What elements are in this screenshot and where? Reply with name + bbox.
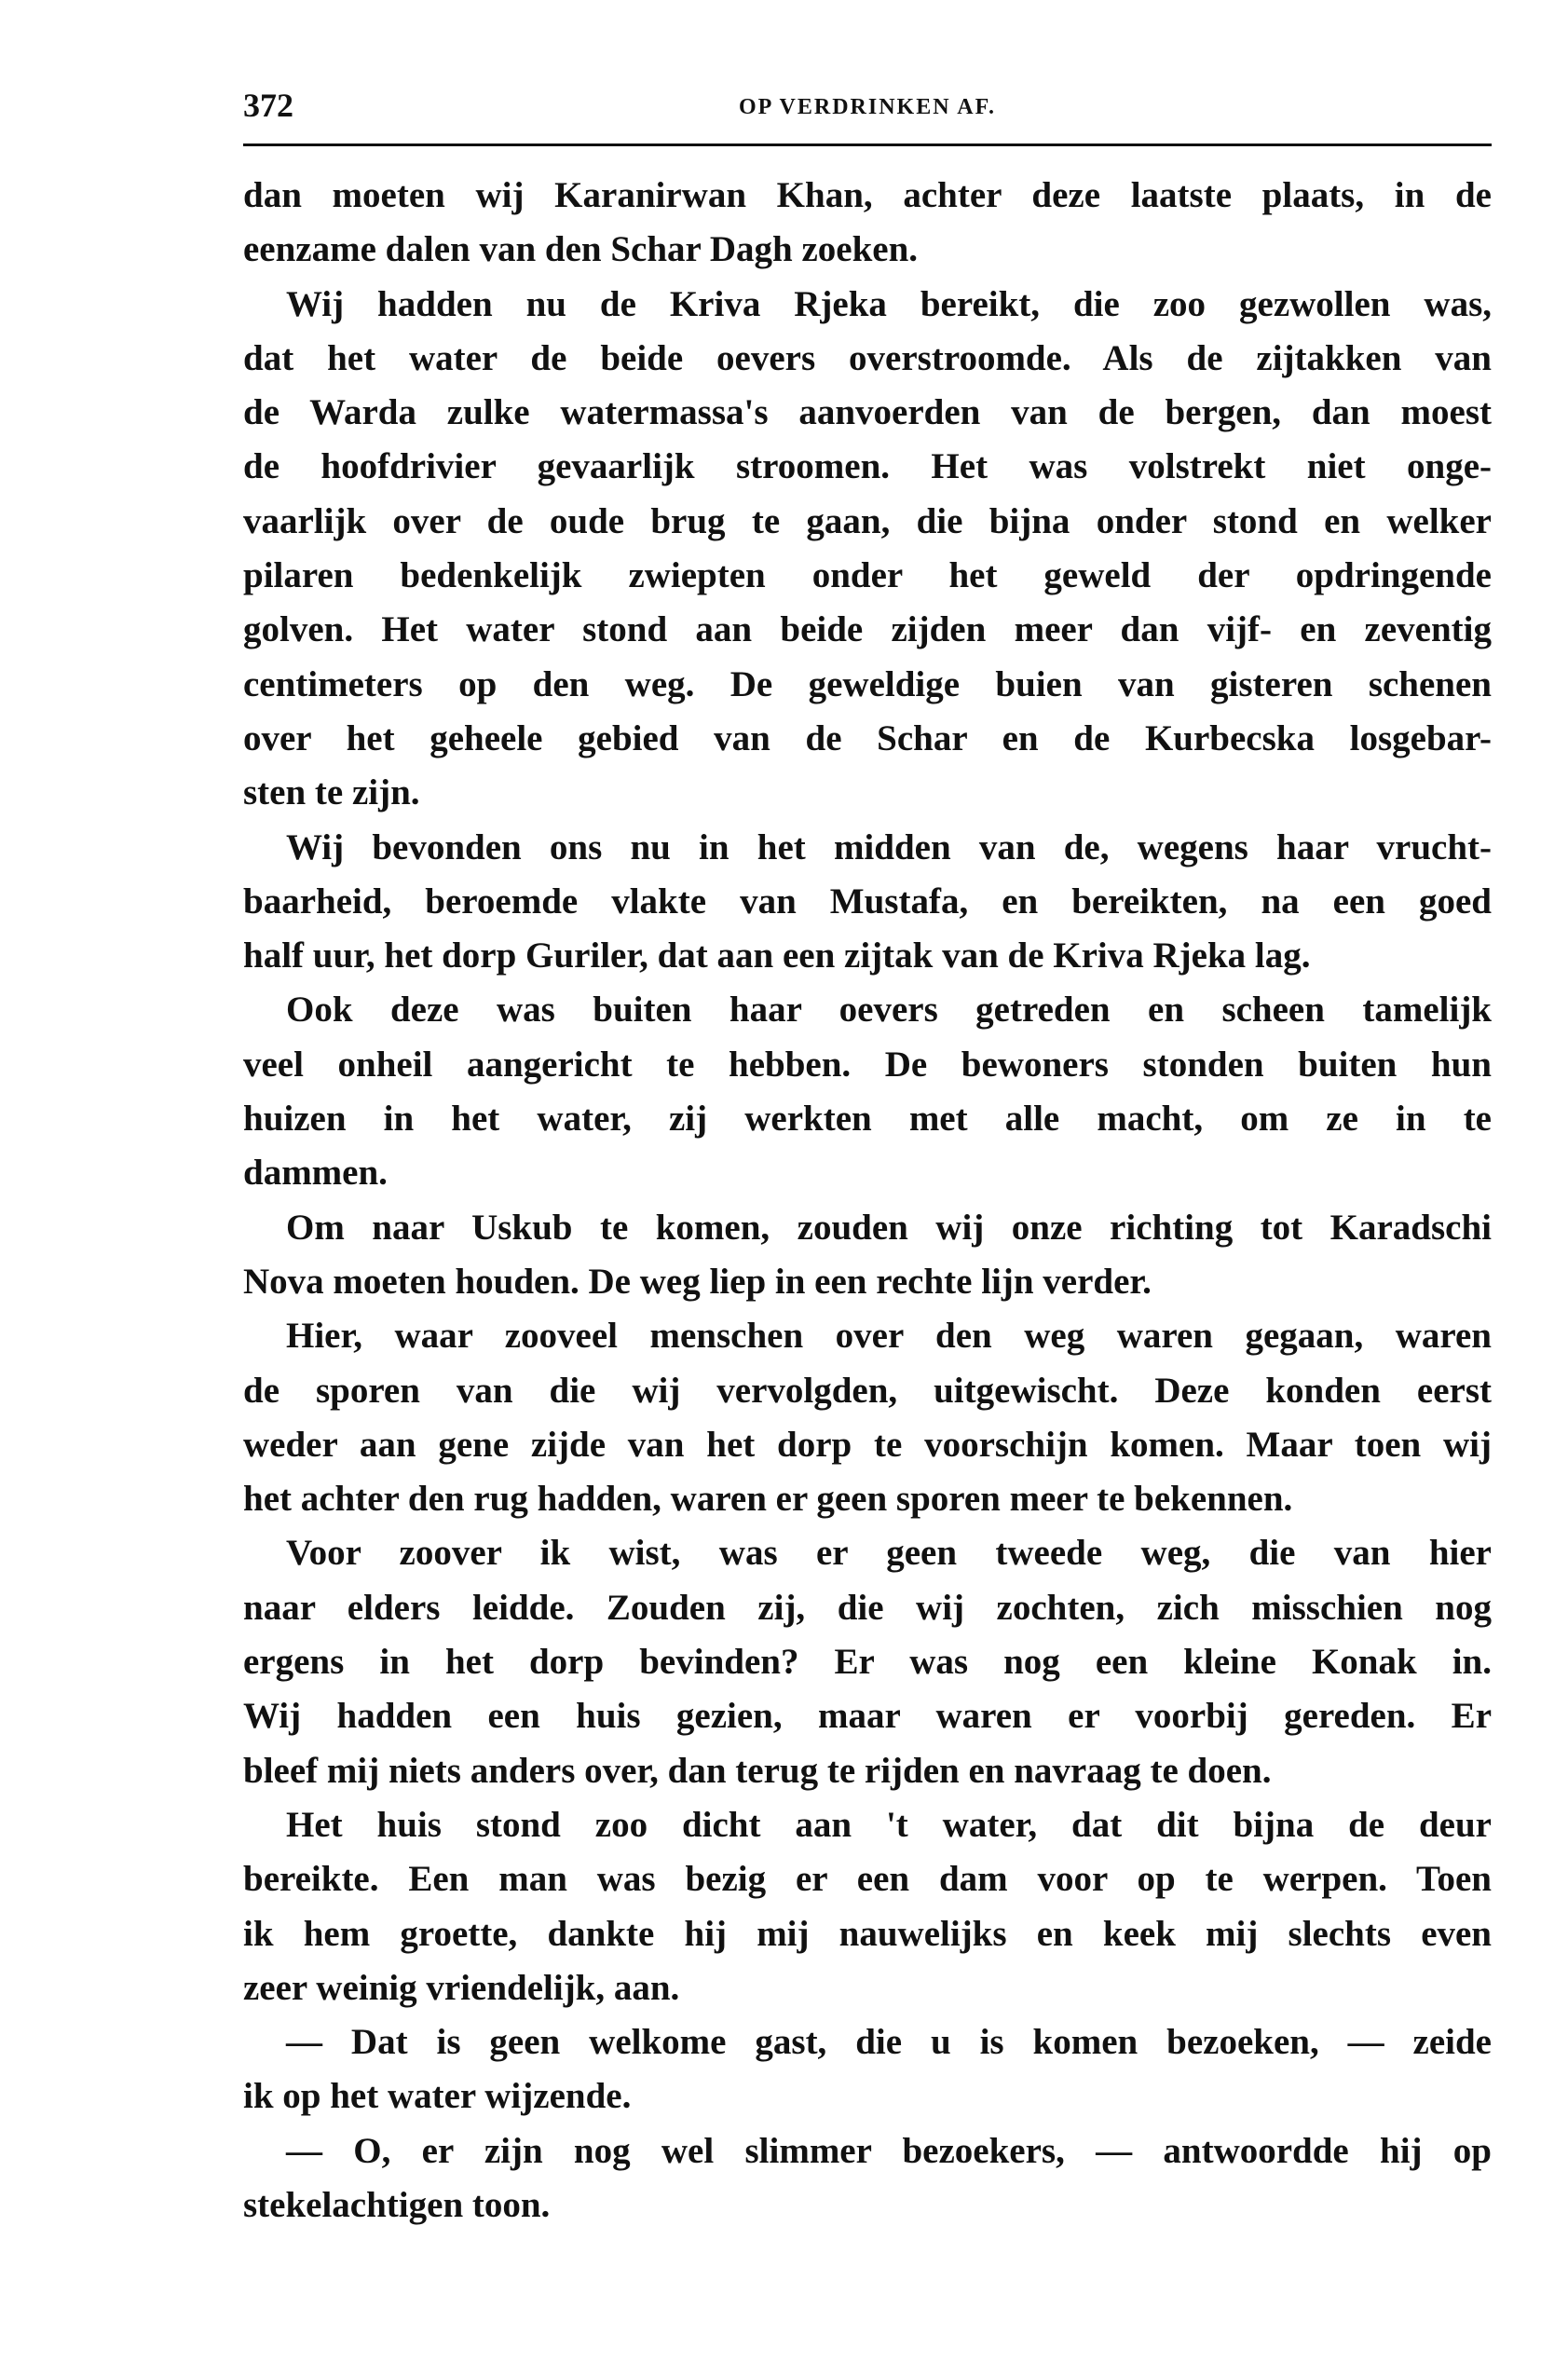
text-line: golven. Het water stond aan beide zijden meer dan vijf- en zeventig xyxy=(243,609,1492,650)
page-number: 372 xyxy=(243,87,293,124)
text-line: bleef mij niets anders over, dan terug te rijden en navraag te doen. xyxy=(243,1750,1272,1791)
running-title: OP VERDRINKEN AF. xyxy=(738,95,997,119)
text-line: Het huis stond zoo dicht aan 't water, dat dit bijna de deur xyxy=(286,1804,1492,1845)
text-line: half uur, het dorp Guriler, dat aan een zijtak van de Kriva Rjeka lag. xyxy=(243,935,1311,976)
text-line: veel onheil aangericht te hebben. De bewoners stonden buiten hun xyxy=(243,1044,1492,1085)
text-line: Nova moeten houden. De weg liep in een rechte lijn verder. xyxy=(243,1261,1152,1302)
text-line: Wij hadden een huis gezien, maar waren er voorbij gereden. Er xyxy=(243,1696,1492,1737)
text-line: baarheid, beroemde vlakte van Mustafa, en bereikten, na een goed xyxy=(243,881,1492,922)
text-line: vaarlijk over de oude brug te gaan, die bijna onder stond en welker xyxy=(243,500,1492,541)
text-line: ik op het water wijzende. xyxy=(243,2076,632,2117)
text-line: het achter den rug hadden, waren er geen sporen meer te bekennen. xyxy=(243,1479,1293,1520)
text-line: Hier, waar zooveel menschen over den weg waren gegaan, waren xyxy=(286,1316,1492,1357)
page-header xyxy=(243,86,1492,132)
text-line: bereikte. Een man was bezig er een dam voor op te werpen. Toen xyxy=(243,1859,1492,1900)
body-text xyxy=(243,169,1492,2233)
text-line: stekelachtigen toon. xyxy=(243,2184,551,2225)
text-line: — O, er zijn nog wel slimmer bezoekers, — antwoordde hij op xyxy=(286,2130,1492,2171)
text-line: ergens in het dorp bevinden? Er was nog een kleine Konak in. xyxy=(243,1642,1492,1683)
text-line: weder aan gene zijde van het dorp te voorschijn komen. Maar toen wij xyxy=(243,1424,1492,1465)
text-line: Wij bevonden ons nu in het midden van de, wegens haar vrucht- xyxy=(286,826,1492,867)
text-line: Wij hadden nu de Kriva Rjeka bereikt, die zoo gezwollen was, xyxy=(286,283,1492,324)
text-line: naar elders leidde. Zouden zij, die wij zochten, zich misschien nog xyxy=(243,1587,1492,1628)
text-line: — Dat is geen welkome gast, die u is komen bezoeken, — zeide xyxy=(286,2022,1492,2063)
text-line: huizen in het water, zij werkten met alle macht, om ze in te xyxy=(243,1099,1492,1140)
text-line: eenzame dalen van den Schar Dagh zoeken. xyxy=(243,229,919,270)
text-line: zeer weinig vriendelijk, aan. xyxy=(243,1967,680,2008)
text-line: pilaren bedenkelijk zwiepten onder het geweld der opdringende xyxy=(243,555,1492,596)
text-line: over het geheele gebied van de Schar en de Kurbecska losgebar- xyxy=(243,717,1492,758)
text-line: de Warda zulke watermassa's aanvoerden van de bergen, dan moest xyxy=(243,392,1492,433)
text-line: de sporen van die wij vervolgden, uitgewischt. Deze konden eerst xyxy=(243,1370,1492,1411)
text-line: dammen. xyxy=(243,1153,388,1194)
header-rule xyxy=(243,143,1492,146)
text-line: Voor zoover ik wist, was er geen tweede weg, die van hier xyxy=(286,1533,1492,1574)
text-line: centimeters op den weg. De geweldige buien van gisteren schenen xyxy=(243,663,1492,704)
text-line: Om naar Uskub te komen, zouden wij onze richting tot Karadschi xyxy=(286,1207,1492,1248)
text-line: de hoofdrivier gevaarlijk stroomen. Het was volstrekt niet onge- xyxy=(243,446,1492,487)
text-line: ik hem groette, dankte hij mij nauwelijks en keek mij slechts even xyxy=(243,1913,1492,1954)
text-line: Ook deze was buiten haar oevers getreden en scheen tamelijk xyxy=(286,990,1492,1031)
text-line: sten te zijn. xyxy=(243,772,420,813)
text-line: dat het water de beide oevers overstroomde. Als de zijtakken van xyxy=(243,337,1492,378)
text-line: dan moeten wij Karanirwan Khan, achter deze laatste plaats, in de xyxy=(243,175,1492,215)
